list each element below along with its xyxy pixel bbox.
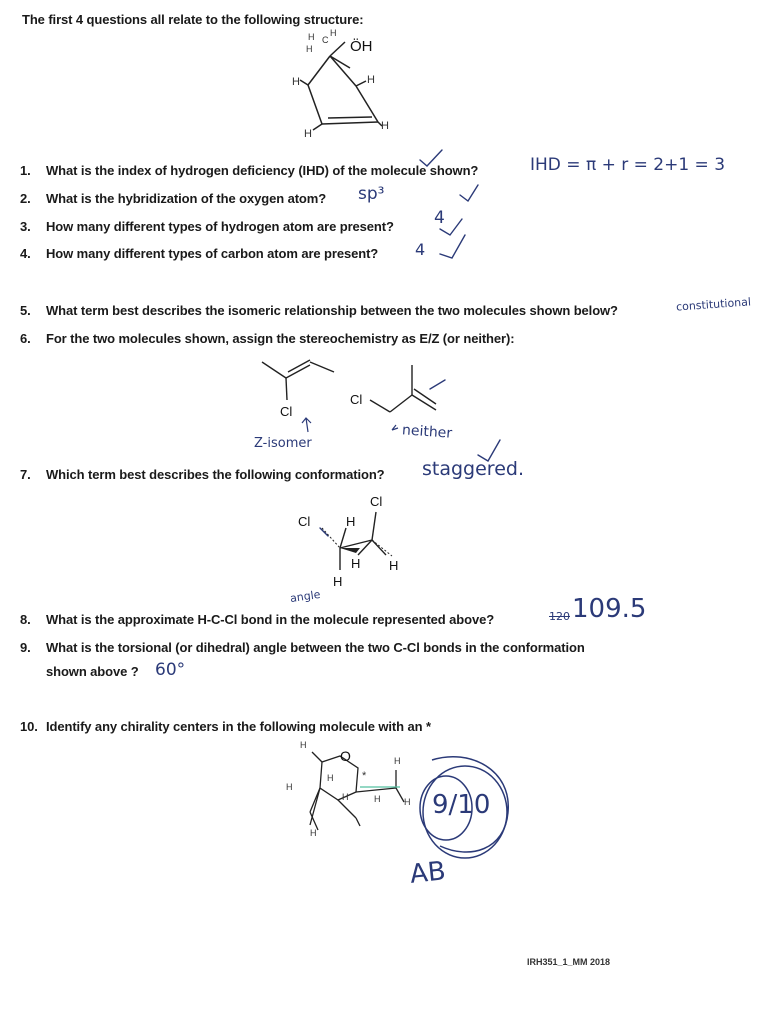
neither-handwritten: neither	[401, 422, 453, 442]
footer-code: IRH351_1_MM 2018	[527, 957, 611, 967]
hydrogen-label: H	[394, 756, 401, 766]
hydrogen-label: H	[404, 797, 411, 807]
question-text: How many different types of carbon atom are present?	[46, 246, 379, 261]
hydrogen-label: H	[374, 794, 381, 804]
chlorine-label: Cl	[370, 494, 383, 509]
hydrogen-label: H	[300, 740, 307, 750]
question-text: Which term best describes the following conformation?	[46, 467, 385, 482]
chirality-star: *	[362, 770, 367, 782]
hydrogen-label: H	[333, 574, 343, 589]
question-text: Identify any chirality centers in the following molecule with an *	[46, 719, 431, 734]
answer-1-handwritten: IHD = π + r = 2+1 = 3	[530, 155, 726, 175]
question-number: 2.	[20, 191, 31, 206]
question-text: How many different types of hydrogen atom are present?	[46, 219, 394, 234]
answer-8-handwritten: 109.5	[572, 594, 647, 624]
answer-4-handwritten: 4	[415, 240, 426, 259]
ring-h-label: H	[304, 128, 312, 140]
answer-5-handwritten: constitutional	[675, 295, 752, 314]
answer-2-handwritten: sp³	[358, 184, 385, 204]
hydrogen-label: H	[286, 782, 293, 792]
methyl-h-label: H	[306, 44, 313, 54]
methyl-h-label: H	[330, 28, 337, 38]
intro-text: The first 4 questions all relate to the following structure:	[22, 12, 364, 27]
hydrogen-label: H	[346, 514, 356, 529]
hydrogen-label: H	[389, 558, 399, 573]
ring-h-label: H	[381, 120, 389, 132]
question-number: 7.	[20, 467, 31, 482]
chlorine-label: Cl	[298, 514, 311, 529]
question-number: 9.	[20, 640, 31, 655]
question-text: What term best describes the isomeric relationship between the two molecules shown below?	[46, 303, 618, 318]
question-number: 8.	[20, 612, 31, 627]
hydrogen-label: H	[351, 556, 361, 571]
hydroxyl-label: ÖH	[350, 38, 373, 55]
score-handwritten: 9/10	[432, 790, 491, 820]
ring-h-label: H	[367, 74, 375, 86]
hydrogen-label: H	[342, 792, 349, 802]
chlorine-label: Cl	[350, 392, 363, 407]
question-text: For the two molecules shown, assign the stereochemistry as E/Z (or neither):	[46, 331, 515, 346]
answer-7-handwritten: staggered.	[422, 458, 524, 480]
question-number: 4.	[20, 246, 31, 261]
question-number: 6.	[20, 331, 31, 346]
methyl-c-label: C	[322, 35, 329, 45]
question-text: What is the approximate H-C-Cl bond in the molecule represented above?	[46, 612, 495, 627]
methyl-h-label: H	[308, 32, 315, 42]
question-number: 1.	[20, 163, 31, 178]
grader-initials-handwritten: AB	[408, 856, 448, 890]
hydrogen-label: H	[327, 773, 334, 783]
question-9-continued: shown above ?	[46, 664, 139, 679]
struck-answer-handwritten: 120	[549, 610, 570, 623]
angle-note-handwritten: angle	[289, 587, 322, 606]
question-number: 3.	[20, 219, 31, 234]
ring-h-label: H	[292, 76, 300, 88]
answer-3-handwritten: 4	[434, 208, 445, 228]
hydrogen-label: H	[310, 828, 317, 838]
oxygen-label: O	[340, 748, 351, 764]
question-text: What is the torsional (or dihedral) angle between the two C-Cl bonds in the conformation	[46, 640, 585, 655]
question-number: 10.	[20, 719, 38, 734]
chlorine-label: Cl	[280, 404, 293, 419]
question-number: 5.	[20, 303, 31, 318]
answer-9-handwritten: 60°	[155, 660, 186, 680]
question-text: What is the hybridization of the oxygen atom?	[46, 191, 327, 206]
question-text: What is the index of hydrogen deficiency (IHD) of the molecule shown?	[46, 163, 479, 178]
z-isomer-handwritten: Z-isomer	[254, 436, 312, 451]
